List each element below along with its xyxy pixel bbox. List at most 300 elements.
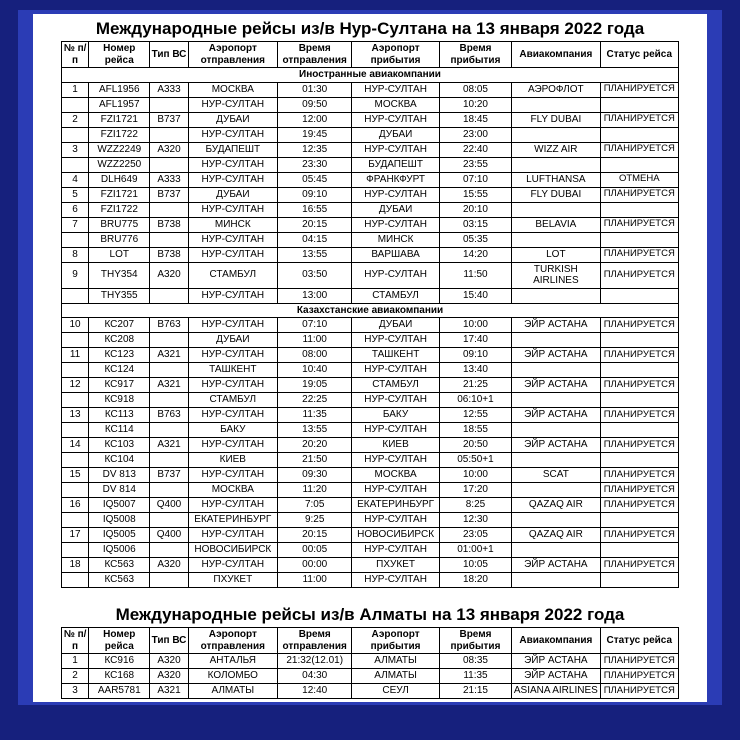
flight-row	[62, 82, 679, 97]
flight-row	[62, 654, 679, 669]
cell-row-number	[62, 513, 89, 528]
cell-departure-airport: АЛМАТЫ	[188, 684, 277, 699]
cell-airline	[512, 393, 600, 408]
cell-row-number	[62, 363, 89, 378]
cell-flight-number: LOT	[89, 247, 150, 262]
cell-flight-number: THY354	[89, 262, 150, 288]
cell-arrival-time: 17:40	[439, 333, 511, 348]
cell-row-number: 2	[62, 112, 89, 127]
cell-flight-number: КС168	[89, 669, 150, 684]
cell-row-number	[62, 453, 89, 468]
cell-departure-airport: НУР-СУЛТАН	[188, 498, 277, 513]
cell-flight-status: ПЛАНИРУЕТСЯ	[600, 498, 678, 513]
cell-row-number	[62, 127, 89, 142]
cell-arrival-time: 14:20	[439, 247, 511, 262]
cell-flight-number: КС917	[89, 378, 150, 393]
cell-aircraft-type	[150, 232, 188, 247]
cell-arrival-time: 07:10	[439, 172, 511, 187]
cell-departure-airport: ЕКАТЕРИНБУРГ	[188, 513, 277, 528]
cell-airline	[512, 232, 600, 247]
cell-aircraft-type: A321	[150, 684, 188, 699]
cell-arrival-time: 15:55	[439, 187, 511, 202]
cell-arrival-airport: СТАМБУЛ	[352, 288, 439, 303]
cell-departure-airport: НУР-СУЛТАН	[188, 157, 277, 172]
cell-arrival-time: 10:20	[439, 97, 511, 112]
cell-departure-time: 01:30	[278, 82, 352, 97]
cell-aircraft-type: A320	[150, 142, 188, 157]
cell-arrival-airport: НУР-СУЛТАН	[352, 483, 439, 498]
nur-sultan-table-title: Международные рейсы из/в Нур-Султана на 13 января 2022 года	[95, 19, 645, 38]
cell-airline: ЭЙР АСТАНА	[512, 378, 600, 393]
column-header-aircraft-type: Тип ВС	[150, 42, 188, 68]
cell-airline	[512, 543, 600, 558]
cell-departure-airport: НУР-СУЛТАН	[188, 438, 277, 453]
cell-arrival-airport: ДУБАИ	[352, 127, 439, 142]
cell-flight-status	[600, 333, 678, 348]
section-label: Казахстанские авиакомпании	[62, 303, 679, 318]
cell-row-number	[62, 157, 89, 172]
cell-arrival-airport: МИНСК	[352, 232, 439, 247]
cell-flight-status	[600, 453, 678, 468]
cell-aircraft-type: B738	[150, 217, 188, 232]
cell-flight-number: IQ5008	[89, 513, 150, 528]
cell-flight-number: WZZ2249	[89, 142, 150, 157]
cell-departure-time: 11:35	[278, 408, 352, 423]
cell-arrival-airport: МОСКВА	[352, 97, 439, 112]
cell-flight-number: IQ5007	[89, 498, 150, 513]
cell-aircraft-type	[150, 543, 188, 558]
almaty-schedule-block	[61, 605, 679, 699]
cell-row-number	[62, 232, 89, 247]
cell-airline: LOT	[512, 247, 600, 262]
cell-row-number: 8	[62, 247, 89, 262]
cell-arrival-time: 21:15	[439, 684, 511, 699]
flight-row	[62, 157, 679, 172]
column-header-flight-status: Статус рейса	[600, 628, 678, 654]
cell-arrival-airport: НУР-СУЛТАН	[352, 453, 439, 468]
cell-arrival-airport: БУДАПЕШТ	[352, 157, 439, 172]
cell-departure-airport: АНТАЛЬЯ	[188, 654, 277, 669]
cell-departure-time: 16:55	[278, 202, 352, 217]
cell-flight-number: КС104	[89, 453, 150, 468]
cell-row-number: 1	[62, 82, 89, 97]
cell-departure-time: 11:00	[278, 333, 352, 348]
cell-airline	[512, 483, 600, 498]
cell-row-number: 16	[62, 498, 89, 513]
flight-row	[62, 408, 679, 423]
cell-flight-status	[600, 573, 678, 588]
header-row	[62, 42, 679, 68]
cell-flight-number: КС123	[89, 348, 150, 363]
cell-departure-airport: НУР-СУЛТАН	[188, 97, 277, 112]
cell-flight-number: AFL1957	[89, 97, 150, 112]
cell-arrival-time: 03:15	[439, 217, 511, 232]
flight-row	[62, 232, 679, 247]
cell-aircraft-type	[150, 202, 188, 217]
cell-arrival-airport: НУР-СУЛТАН	[352, 363, 439, 378]
cell-flight-number: FZI1721	[89, 112, 150, 127]
cell-row-number: 15	[62, 468, 89, 483]
cell-flight-status: ПЛАНИРУЕТСЯ	[600, 348, 678, 363]
flight-row	[62, 393, 679, 408]
cell-departure-time: 09:10	[278, 187, 352, 202]
flight-row	[62, 348, 679, 363]
cell-flight-status: ПЛАНИРУЕТСЯ	[600, 558, 678, 573]
cell-departure-time: 05:45	[278, 172, 352, 187]
cell-arrival-airport: ДУБАИ	[352, 318, 439, 333]
flight-row	[62, 573, 679, 588]
cell-flight-number: FZI1722	[89, 127, 150, 142]
cell-flight-status: ПЛАНИРУЕТСЯ	[600, 262, 678, 288]
cell-airline: ЭЙР АСТАНА	[512, 669, 600, 684]
cell-flight-status	[600, 157, 678, 172]
column-header-departure-time: Время отправления	[278, 42, 352, 68]
cell-row-number	[62, 423, 89, 438]
cell-departure-time: 13:55	[278, 423, 352, 438]
cell-airline: ЭЙР АСТАНА	[512, 408, 600, 423]
cell-flight-number: КС113	[89, 408, 150, 423]
cell-aircraft-type	[150, 97, 188, 112]
cell-arrival-airport: ЕКАТЕРИНБУРГ	[352, 498, 439, 513]
cell-flight-number: BRU776	[89, 232, 150, 247]
cell-aircraft-type	[150, 288, 188, 303]
cell-arrival-airport: ДУБАИ	[352, 202, 439, 217]
flight-row	[62, 513, 679, 528]
cell-flight-status: ПЛАНИРУЕТСЯ	[600, 483, 678, 498]
cell-arrival-airport: СТАМБУЛ	[352, 378, 439, 393]
cell-flight-number: FZI1721	[89, 187, 150, 202]
cell-arrival-time: 05:50+1	[439, 453, 511, 468]
cell-departure-time: 11:20	[278, 483, 352, 498]
cell-arrival-airport: НУР-СУЛТАН	[352, 573, 439, 588]
cell-airline	[512, 157, 600, 172]
cell-arrival-airport: НУР-СУЛТАН	[352, 513, 439, 528]
cell-arrival-airport: НУР-СУЛТАН	[352, 187, 439, 202]
cell-airline: ЭЙР АСТАНА	[512, 438, 600, 453]
cell-aircraft-type	[150, 483, 188, 498]
cell-aircraft-type	[150, 127, 188, 142]
cell-departure-airport: КОЛОМБО	[188, 669, 277, 684]
cell-departure-time: 08:00	[278, 348, 352, 363]
cell-departure-airport: СТАМБУЛ	[188, 393, 277, 408]
column-header-airline: Авиакомпания	[512, 42, 600, 68]
cell-row-number	[62, 97, 89, 112]
cell-departure-time: 20:15	[278, 217, 352, 232]
almaty-table-title: Международные рейсы из/в Алматы на 13 января 2022 года	[115, 605, 625, 624]
cell-airline	[512, 513, 600, 528]
cell-airline	[512, 202, 600, 217]
cell-flight-status: ПЛАНИРУЕТСЯ	[600, 318, 678, 333]
cell-departure-airport: МОСКВА	[188, 82, 277, 97]
cell-airline: QAZAQ AIR	[512, 528, 600, 543]
flight-row	[62, 528, 679, 543]
cell-airline: SCAT	[512, 468, 600, 483]
flight-row	[62, 247, 679, 262]
cell-departure-time: 12:40	[278, 684, 352, 699]
cell-departure-airport: СТАМБУЛ	[188, 262, 277, 288]
cell-aircraft-type	[150, 157, 188, 172]
cell-arrival-time: 13:40	[439, 363, 511, 378]
cell-flight-number: BRU775	[89, 217, 150, 232]
cell-arrival-time: 15:40	[439, 288, 511, 303]
cell-airline: ЭЙР АСТАНА	[512, 318, 600, 333]
cell-airline	[512, 127, 600, 142]
cell-arrival-airport: КИЕВ	[352, 438, 439, 453]
flight-row	[62, 318, 679, 333]
column-header-arrival-time: Время прибытия	[439, 42, 511, 68]
cell-arrival-airport: НУР-СУЛТАН	[352, 543, 439, 558]
cell-departure-time: 23:30	[278, 157, 352, 172]
column-header-departure-time: Время отправления	[278, 628, 352, 654]
cell-airline: BELAVIA	[512, 217, 600, 232]
cell-aircraft-type: B737	[150, 112, 188, 127]
cell-flight-status: ОТМЕНА	[600, 172, 678, 187]
flight-schedule-sheet	[33, 14, 707, 702]
cell-departure-airport: КИЕВ	[188, 453, 277, 468]
cell-arrival-airport: НУР-СУЛТАН	[352, 217, 439, 232]
cell-arrival-time: 06:10+1	[439, 393, 511, 408]
flight-row	[62, 172, 679, 187]
flight-row	[62, 669, 679, 684]
cell-flight-number: IQ5005	[89, 528, 150, 543]
cell-flight-number: КС918	[89, 393, 150, 408]
cell-flight-number: DV 813	[89, 468, 150, 483]
cell-arrival-airport: НУР-СУЛТАН	[352, 333, 439, 348]
column-header-arrival-time: Время прибытия	[439, 628, 511, 654]
flight-row	[62, 684, 679, 699]
cell-flight-status	[600, 232, 678, 247]
cell-flight-status: ПЛАНИРУЕТСЯ	[600, 684, 678, 699]
cell-aircraft-type	[150, 423, 188, 438]
cell-departure-time: 7:05	[278, 498, 352, 513]
cell-aircraft-type: A333	[150, 172, 188, 187]
cell-aircraft-type: A321	[150, 348, 188, 363]
cell-departure-airport: НУР-СУЛТАН	[188, 318, 277, 333]
cell-flight-status	[600, 127, 678, 142]
cell-departure-airport: НУР-СУЛТАН	[188, 172, 277, 187]
cell-departure-time: 10:40	[278, 363, 352, 378]
cell-flight-status: ПЛАНИРУЕТСЯ	[600, 142, 678, 157]
cell-airline	[512, 453, 600, 468]
cell-arrival-airport: АЛМАТЫ	[352, 669, 439, 684]
cell-row-number: 12	[62, 378, 89, 393]
cell-airline: ASIANA AIRLINES	[512, 684, 600, 699]
cell-row-number: 6	[62, 202, 89, 217]
cell-row-number: 11	[62, 348, 89, 363]
column-header-row-number: № п/п	[62, 628, 89, 654]
cell-arrival-time: 12:55	[439, 408, 511, 423]
cell-row-number: 17	[62, 528, 89, 543]
section-row	[62, 68, 679, 83]
cell-row-number: 7	[62, 217, 89, 232]
cell-arrival-airport: НУР-СУЛТАН	[352, 82, 439, 97]
cell-arrival-airport: НУР-СУЛТАН	[352, 393, 439, 408]
cell-flight-number: КС208	[89, 333, 150, 348]
cell-departure-airport: НОВОСИБИРСК	[188, 543, 277, 558]
nur-sultan-schedule-block	[61, 19, 679, 588]
cell-row-number: 18	[62, 558, 89, 573]
cell-departure-time: 9:25	[278, 513, 352, 528]
tables-gap	[61, 588, 679, 602]
cell-arrival-time: 11:35	[439, 669, 511, 684]
cell-flight-number: WZZ2250	[89, 157, 150, 172]
cell-departure-time: 04:30	[278, 669, 352, 684]
cell-airline: АЭРОФЛОТ	[512, 82, 600, 97]
cell-row-number	[62, 288, 89, 303]
cell-aircraft-type: A321	[150, 378, 188, 393]
cell-flight-status: ПЛАНИРУЕТСЯ	[600, 528, 678, 543]
cell-arrival-time: 09:10	[439, 348, 511, 363]
cell-departure-time: 19:05	[278, 378, 352, 393]
cell-airline: WIZZ AIR	[512, 142, 600, 157]
cell-airline	[512, 363, 600, 378]
cell-flight-number: КС207	[89, 318, 150, 333]
cell-arrival-airport: НУР-СУЛТАН	[352, 112, 439, 127]
cell-aircraft-type	[150, 453, 188, 468]
cell-aircraft-type	[150, 333, 188, 348]
flight-row	[62, 378, 679, 393]
cell-airline: QAZAQ AIR	[512, 498, 600, 513]
flight-row	[62, 438, 679, 453]
cell-aircraft-type: A320	[150, 654, 188, 669]
almaty-flights-table	[61, 627, 679, 699]
cell-arrival-time: 01:00+1	[439, 543, 511, 558]
header-row	[62, 628, 679, 654]
cell-row-number: 9	[62, 262, 89, 288]
flight-row	[62, 453, 679, 468]
cell-departure-time: 21:32(12.01)	[278, 654, 352, 669]
cell-departure-airport: ДУБАИ	[188, 333, 277, 348]
cell-departure-airport: МИНСК	[188, 217, 277, 232]
cell-aircraft-type: B763	[150, 318, 188, 333]
cell-departure-time: 09:50	[278, 97, 352, 112]
flight-row	[62, 333, 679, 348]
section-label: Иностранные авиакомпании	[62, 68, 679, 83]
cell-arrival-airport: БАКУ	[352, 408, 439, 423]
cell-arrival-time: 12:30	[439, 513, 511, 528]
cell-departure-airport: ПХУКЕТ	[188, 573, 277, 588]
cell-arrival-time: 10:00	[439, 318, 511, 333]
cell-flight-status: ПЛАНИРУЕТСЯ	[600, 247, 678, 262]
cell-departure-airport: НУР-СУЛТАН	[188, 288, 277, 303]
column-header-arrival-airport: Аэропорт прибытия	[352, 628, 439, 654]
cell-aircraft-type: Q400	[150, 498, 188, 513]
cell-row-number	[62, 333, 89, 348]
cell-departure-time: 13:00	[278, 288, 352, 303]
column-header-row-number: № п/п	[62, 42, 89, 68]
flight-row	[62, 483, 679, 498]
cell-flight-number: КС114	[89, 423, 150, 438]
cell-flight-status: ПЛАНИРУЕТСЯ	[600, 669, 678, 684]
cell-airline	[512, 573, 600, 588]
flight-row	[62, 127, 679, 142]
cell-aircraft-type: B737	[150, 187, 188, 202]
flight-row	[62, 187, 679, 202]
flight-row	[62, 498, 679, 513]
cell-departure-time: 19:45	[278, 127, 352, 142]
cell-flight-status: ПЛАНИРУЕТСЯ	[600, 408, 678, 423]
cell-departure-time: 07:10	[278, 318, 352, 333]
cell-airline: LUFTHANSA	[512, 172, 600, 187]
cell-aircraft-type: A321	[150, 438, 188, 453]
cell-aircraft-type: A320	[150, 669, 188, 684]
nur-sultan-flights-table	[61, 41, 679, 588]
cell-departure-airport: МОСКВА	[188, 483, 277, 498]
cell-airline	[512, 333, 600, 348]
cell-row-number: 3	[62, 684, 89, 699]
cell-flight-number: КС916	[89, 654, 150, 669]
cell-arrival-airport: ФРАНКФУРТ	[352, 172, 439, 187]
cell-flight-number: FZI1722	[89, 202, 150, 217]
cell-row-number: 3	[62, 142, 89, 157]
cell-departure-time: 12:35	[278, 142, 352, 157]
cell-arrival-airport: МОСКВА	[352, 468, 439, 483]
column-header-aircraft-type: Тип ВС	[150, 628, 188, 654]
cell-arrival-time: 08:05	[439, 82, 511, 97]
cell-flight-status	[600, 363, 678, 378]
cell-arrival-time: 21:25	[439, 378, 511, 393]
cell-airline: ЭЙР АСТАНА	[512, 558, 600, 573]
cell-aircraft-type: A333	[150, 82, 188, 97]
cell-flight-number: КС563	[89, 558, 150, 573]
cell-departure-airport: ТАШКЕНТ	[188, 363, 277, 378]
cell-flight-number: КС124	[89, 363, 150, 378]
cell-airline: FLY DUBAI	[512, 112, 600, 127]
cell-arrival-airport: НУР-СУЛТАН	[352, 262, 439, 288]
flight-row	[62, 288, 679, 303]
cell-flight-number: AFL1956	[89, 82, 150, 97]
cell-flight-number: AAR5781	[89, 684, 150, 699]
cell-arrival-time: 18:55	[439, 423, 511, 438]
flight-row	[62, 468, 679, 483]
cell-flight-status	[600, 288, 678, 303]
cell-row-number	[62, 543, 89, 558]
cell-departure-time: 21:50	[278, 453, 352, 468]
cell-flight-status	[600, 513, 678, 528]
cell-airline: ЭЙР АСТАНА	[512, 348, 600, 363]
cell-aircraft-type	[150, 393, 188, 408]
cell-flight-status: ПЛАНИРУЕТСЯ	[600, 378, 678, 393]
cell-arrival-time: 18:45	[439, 112, 511, 127]
cell-departure-airport: БУДАПЕШТ	[188, 142, 277, 157]
cell-arrival-time: 10:00	[439, 468, 511, 483]
cell-arrival-time: 23:00	[439, 127, 511, 142]
cell-flight-status	[600, 543, 678, 558]
flight-row	[62, 363, 679, 378]
cell-flight-number: КС563	[89, 573, 150, 588]
cell-arrival-airport: АЛМАТЫ	[352, 654, 439, 669]
cell-departure-airport: ДУБАИ	[188, 187, 277, 202]
cell-aircraft-type: B763	[150, 408, 188, 423]
flight-row	[62, 543, 679, 558]
cell-departure-airport: НУР-СУЛТАН	[188, 247, 277, 262]
cell-arrival-time: 11:50	[439, 262, 511, 288]
column-header-airline: Авиакомпания	[512, 628, 600, 654]
cell-arrival-airport: СЕУЛ	[352, 684, 439, 699]
column-header-flight-number: Номер рейса	[89, 42, 150, 68]
cell-airline: TURKISH AIRLINES	[512, 262, 600, 288]
column-header-departure-airport: Аэропорт отправления	[188, 42, 277, 68]
cell-departure-time: 03:50	[278, 262, 352, 288]
cell-row-number	[62, 393, 89, 408]
cell-flight-number: THY355	[89, 288, 150, 303]
cell-flight-status	[600, 97, 678, 112]
cell-departure-time: 00:00	[278, 558, 352, 573]
cell-departure-time: 00:05	[278, 543, 352, 558]
cell-aircraft-type: B738	[150, 247, 188, 262]
cell-departure-time: 04:15	[278, 232, 352, 247]
cell-arrival-airport: НОВОСИБИРСК	[352, 528, 439, 543]
